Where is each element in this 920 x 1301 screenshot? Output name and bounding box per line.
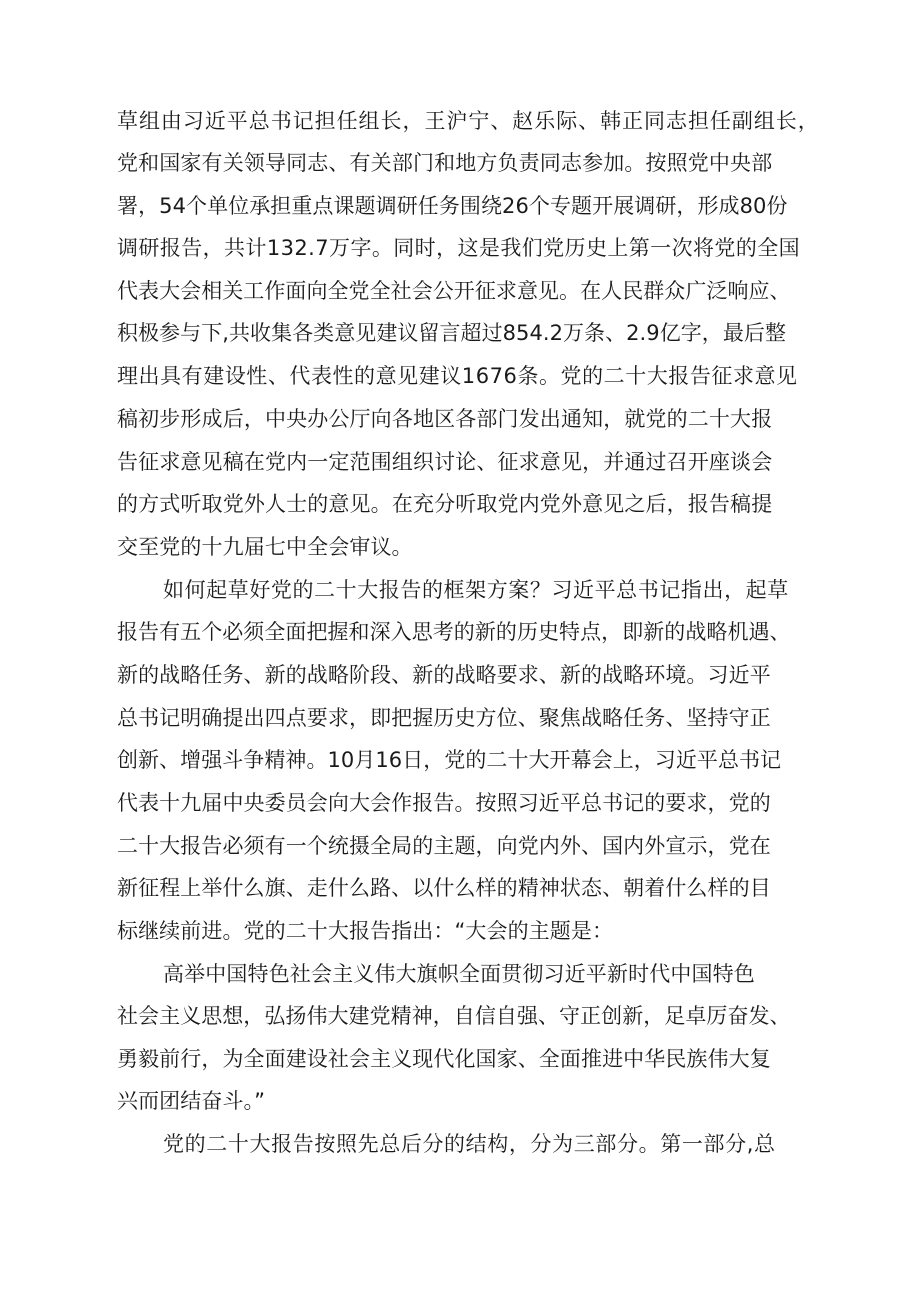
text-line: 署，54个单位承担重点课题调研任务围绕26个专题开展调研，形成80份 [117,194,788,218]
text-line: 如何起草好党的二十大报告的框架方案？习近平总书记指出，起草 [163,578,789,602]
text-line: 新征程上举什么旗、走什么路、以什么样的精神状态、朝着什么样的目 [117,876,771,900]
text-line: 的方式听取党外人士的意见。在充分听取党内党外意见之后，报告稿提 [117,492,773,516]
text-line: 社会主义思想，弘扬伟大建党精神，自信自强、守正创新，足卓厉奋发、 [117,1004,791,1028]
text-line: 调研报告，共计132.7万字。同时，这是我们党历史上第一次将党的全国 [117,236,801,260]
text-line: 代表大会相关工作面向全党全社会公开征求意见。在人民群众广泛响应、 [117,279,791,303]
text-line: 理出具有建设性、代表性的意见建议1676条。党的二十大报告征求意见 [117,364,798,388]
text-line: 报告有五个必须全面把握和深入思考的新的历史特点，即新的战略机遇、 [117,620,791,644]
text-line: 草组由习近平总书记担任组长，王沪宁、赵乐际、韩正同志担任副组长， [117,109,820,133]
text-line: 稿初步形成后，中央办公厅向各地区各部门发出通知，就党的二十大报 [117,407,773,431]
text-line: 标继续前进。党的二十大报告指出：“大会的主题是： [117,919,614,943]
text-line: 交至党的十九届七中全会审议。 [117,535,413,559]
text-line: 新的战略任务、新的战略阶段、新的战略要求、新的战略环境。习近平 [117,663,771,687]
text-line: 勇毅前行，为全面建设社会主义现代化国家、全面推进中华民族伟大复 [117,1047,771,1071]
text-line: 积极参与下,共收集各类意见建议留言超过854.2万条、2.9亿字，最后整 [117,321,786,345]
text-line: 高举中国特色社会主义伟大旗帜全面贯彻习近平新时代中国特色 [163,962,755,986]
text-line: 总书记明确提出四点要求，即把握历史方位、聚焦战略任务、坚持守正 [117,706,771,730]
text-line: 党和国家有关领导同志、有关部门和地方负责同志参加。按照党中央部 [117,151,773,175]
text-line: 创新、增强斗争精神。10月16日，党的二十大开幕会上，习近平总书记 [117,748,782,772]
text-line: 二十大报告必须有一个统摄全局的主题，向党内外、国内外宣示，党在 [117,834,771,858]
text-line: 告征求意见稿在党内一定范围组织讨论、征求意见，并通过召开座谈会 [117,450,773,474]
text-line: 代表十九届中央委员会向大会作报告。按照习近平总书记的要求，党的 [117,791,771,815]
text-line: 党的二十大报告按照先总后分的结构，分为三部分。第一部分,总 [163,1132,776,1156]
text-line: 兴而团结奋斗。” [117,1089,266,1113]
